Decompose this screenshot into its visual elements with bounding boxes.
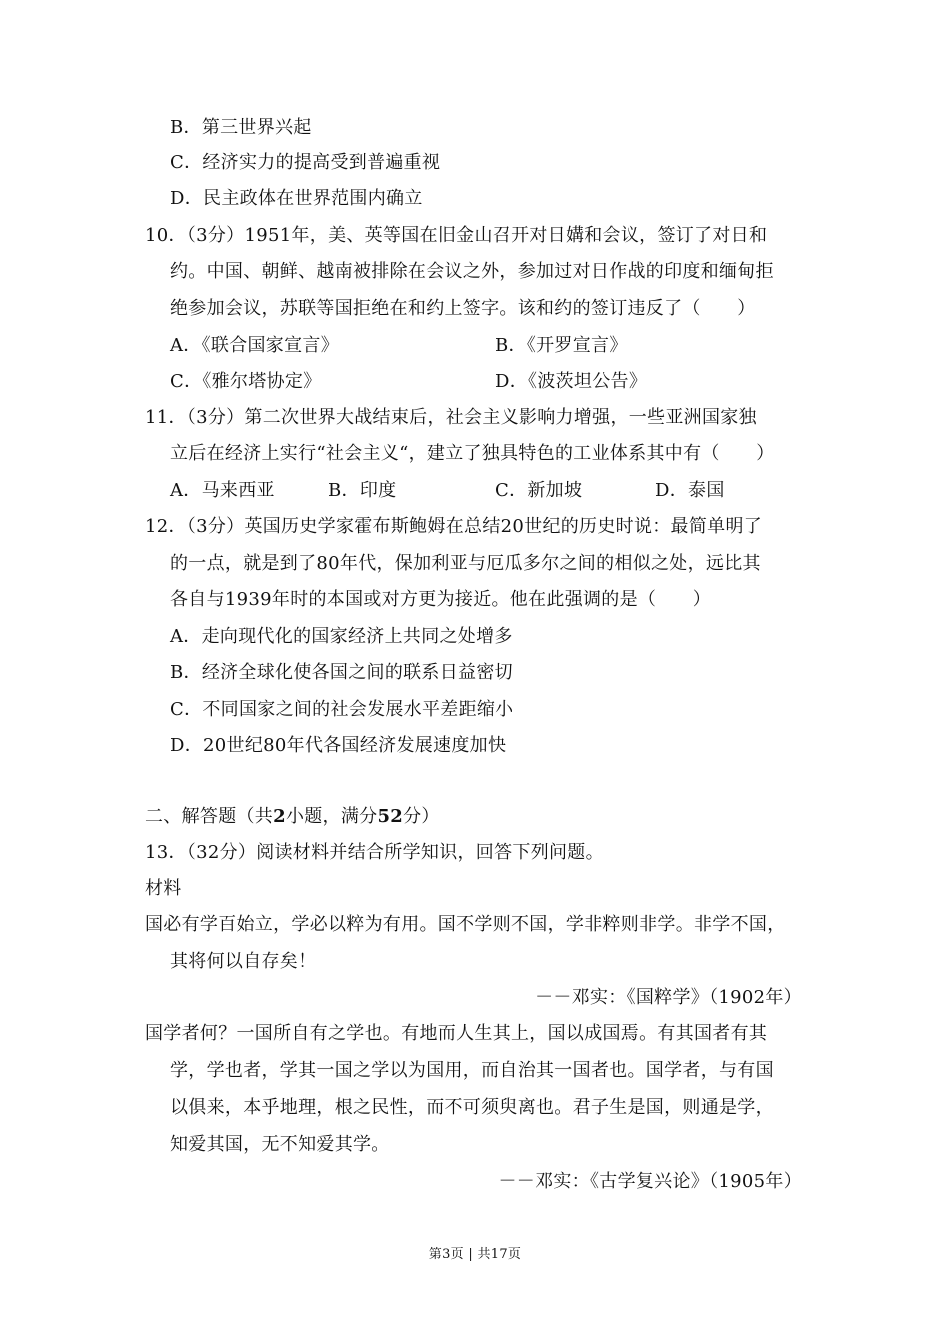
q9-option-d: D．民主政体在世界范围内确立	[170, 188, 423, 209]
section-total-score: 52	[377, 806, 404, 827]
q10-option-c: C．《雅尔塔协定》	[170, 371, 322, 392]
q9-option-c: C．经济实力的提高受到普遍重视	[170, 152, 441, 173]
section-heading-suffix: 分）	[403, 806, 440, 827]
q11-stem-line: 11．（3分）第二次世界大战结束后，社会主义影响力增强，一些亚洲国家独	[145, 407, 757, 428]
q9-option-b: B．第三世界兴起	[170, 117, 312, 138]
q10-option-b: B．《开罗宣言》	[495, 335, 628, 356]
q10-stem-line: 绝参加会议，苏联等国拒绝在和约上签字。该和约的签订违反了（ ）	[170, 298, 756, 319]
q11-option-c: C．新加坡	[495, 480, 583, 501]
section-heading	[145, 806, 440, 828]
q12-option-c: C．不同国家之间的社会发展水平差距缩小	[170, 699, 514, 720]
q11-option-b: B．印度	[328, 480, 397, 501]
material-label: 材料	[145, 878, 182, 899]
q10-stem-line: 10．（3分）1951年，美、英等国在旧金山召开对日媾和会议，签订了对日和	[145, 225, 768, 246]
q11-option-d: D．泰国	[655, 480, 725, 501]
passage1-line: 国必有学百始立，学必以粹为有用。国不学则不国，学非粹则非学。非学不国，	[145, 914, 786, 935]
passage2-line: 知爱其国，无不知爱其学。	[170, 1134, 390, 1155]
section-question-count: 2	[273, 806, 286, 827]
q12-option-b: B．经济全球化使各国之间的联系日益密切	[170, 662, 513, 683]
passage2-source: －－邓实：《古学复兴论》（1905年）	[498, 1171, 802, 1192]
q10-stem-line: 约。中国、朝鲜、越南被排除在会议之外，参加过对日作战的印度和缅甸拒	[170, 261, 774, 282]
passage2-line: 以俱来，本乎地理，根之民性，而不可须臾离也。君子生是国，则通是学，	[170, 1097, 774, 1118]
passage1-line: 其将何以自存矣！	[170, 951, 317, 972]
q10-option-a: A．《联合国家宣言》	[170, 335, 339, 356]
q12-option-a: A．走向现代化的国家经济上共同之处增多	[170, 626, 513, 647]
q11-stem-line: 立后在经济上实行“社会主义“，建立了独具特色的工业体系其中有（ ）	[170, 443, 775, 464]
section-heading-mid: 小题，满分	[285, 806, 378, 827]
passage1-source: －－邓实：《国粹学》（1902年）	[535, 987, 802, 1008]
q11-option-a: A．马来西亚	[170, 480, 275, 501]
q12-stem-line: 的一点，就是到了80年代，保加利亚与厄瓜多尔之间的相似之处，远比其	[170, 553, 761, 574]
passage2-line: 国学者何？一国所自有之学也。有地而人生其上，国以成国焉。有其国者有其	[145, 1023, 768, 1044]
q12-stem-line: 各自与1939年时的本国或对方更为接近。他在此强调的是（ ）	[170, 589, 712, 610]
page-footer: 第3页 | 共17页	[428, 1247, 522, 1262]
q13-stem: 13．（32分）阅读材料并结合所学知识，回答下列问题。	[145, 842, 604, 863]
q10-option-d: D．《波茨坦公告》	[495, 371, 648, 392]
q12-stem-line: 12．（3分）英国历史学家霍布斯鲍姆在总结20世纪的历史时说：最简单明了	[145, 516, 763, 537]
q12-option-d: D．20世纪80年代各国经济发展速度加快	[170, 735, 507, 756]
passage2-line: 学，学也者，学其一国之学以为国用，而自治其一国者也。国学者，与有国	[170, 1060, 774, 1081]
section-heading-prefix: 二、解答题（共	[145, 806, 274, 827]
